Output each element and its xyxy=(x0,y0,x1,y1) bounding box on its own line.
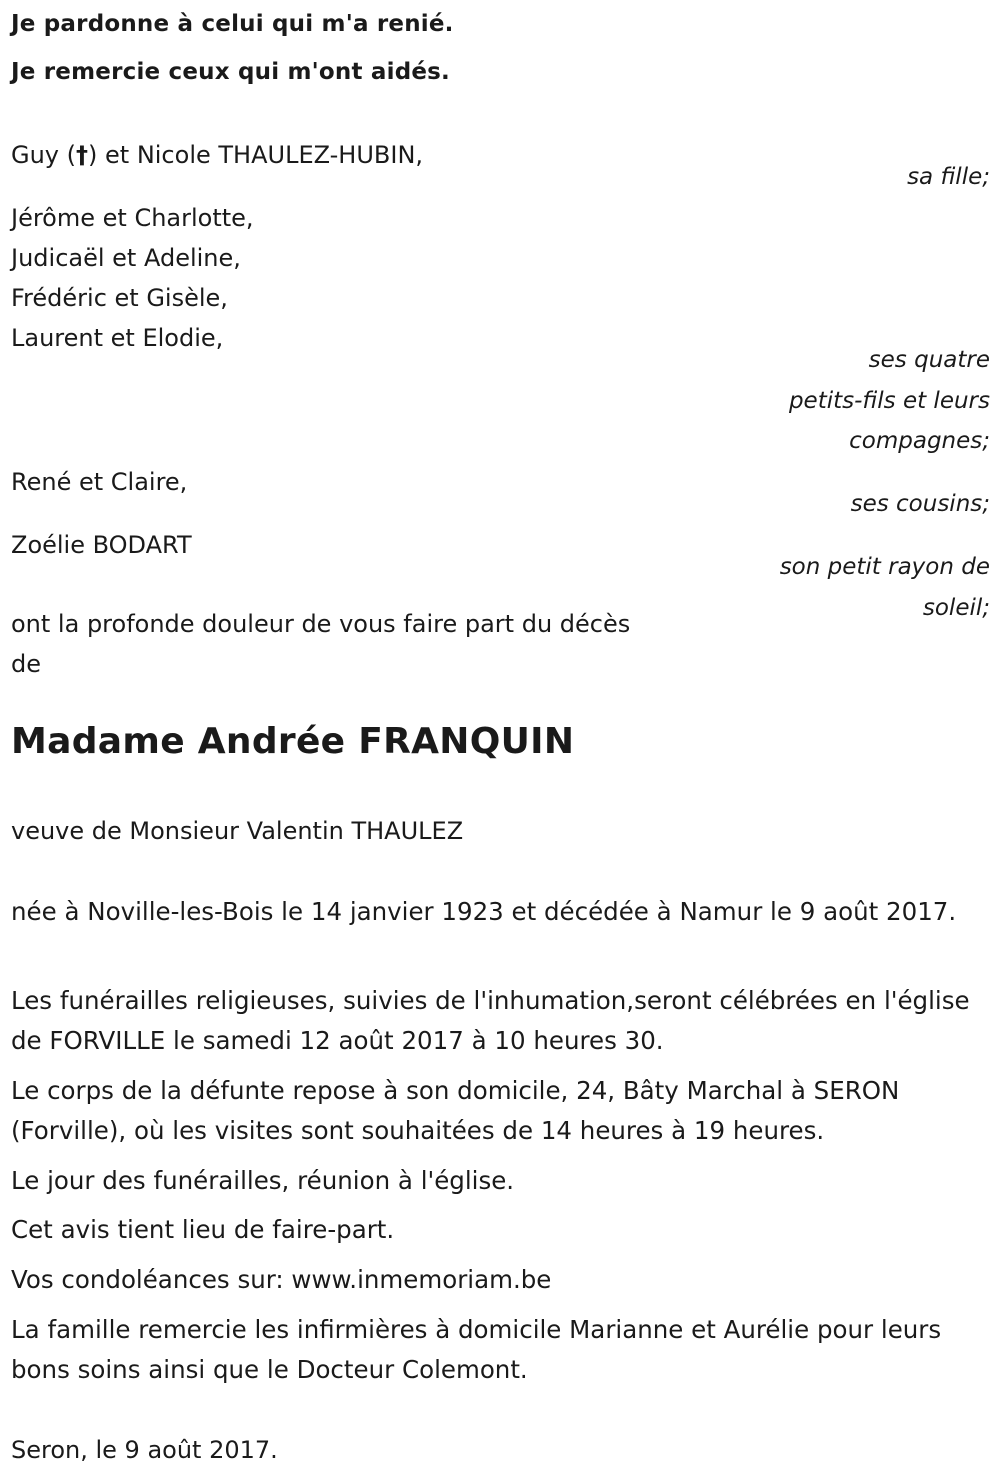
funeral-paragraph: Les funérailles religieuses, suivies de l'inhumation,seront célébrées en l'église de FORVILLE le samedi 12 août 2017 à 10 heures 30. xyxy=(11,986,970,1055)
announcement-line-2: de xyxy=(11,650,41,678)
grandchildren-relation-line: petits-fils et leurs xyxy=(788,388,990,414)
ray-names: Zoélie BODART xyxy=(11,531,192,559)
ray-relation-line: soleil; xyxy=(922,595,990,621)
daughter-relation: sa fille; xyxy=(907,164,990,190)
grandchildren-relation-line: compagnes; xyxy=(849,428,990,454)
deceased-name: Madame Andrée FRANQUIN xyxy=(11,721,575,762)
announcement-line-1: ont la profonde douleur de vous faire part du décès xyxy=(11,610,631,638)
daughter-prefix: Guy ( xyxy=(11,141,77,169)
visitation-paragraph: Le corps de la défunte repose à son domicile, 24, Bâty Marchal à SERON (Forville), où les visites sont souhaitées de 14 heures à 19 heures. xyxy=(11,1076,900,1145)
grandchild-couple: Jérôme et Charlotte, xyxy=(11,204,254,232)
cousins-names: René et Claire, xyxy=(11,468,188,496)
daughter-names xyxy=(11,135,423,175)
grandchild-couple: Frédéric et Gisèle, xyxy=(11,284,228,312)
thanks-paragraph: La famille remercie les infirmières à domicile Marianne et Aurélie pour leurs bons soins ainsi que le Docteur Colemont. xyxy=(11,1315,942,1384)
widow-of: veuve de Monsieur Valentin THAULEZ xyxy=(11,817,464,845)
birth-death-paragraph: née à Noville-les-Bois le 14 janvier 1923 et décédée à Namur le 9 août 2017. xyxy=(11,897,957,926)
quote-line-1: Je pardonne à celui qui m'a renié. xyxy=(11,11,454,37)
quote-line-2: Je remercie ceux qui m'ont aidés. xyxy=(11,59,450,85)
ray-relation-line: son petit rayon de xyxy=(779,554,990,580)
cross-icon: † xyxy=(76,141,89,169)
grandchild-couple: Judicaël et Adeline, xyxy=(11,244,241,272)
grandchildren-relation-line: ses quatre xyxy=(868,347,990,373)
condolences-paragraph: Vos condoléances sur: www.inmemoriam.be xyxy=(11,1265,552,1294)
meeting-paragraph: Le jour des funérailles, réunion à l'église. xyxy=(11,1166,515,1195)
grandchild-couple: Laurent et Elodie, xyxy=(11,324,224,352)
place-date-signature: Seron, le 9 août 2017. xyxy=(11,1436,278,1464)
cousins-relation: ses cousins; xyxy=(850,491,990,517)
notice-paragraph: Cet avis tient lieu de faire-part. xyxy=(11,1215,395,1244)
daughter-suffix: ) et Nicole THAULEZ-HUBIN, xyxy=(88,141,424,169)
